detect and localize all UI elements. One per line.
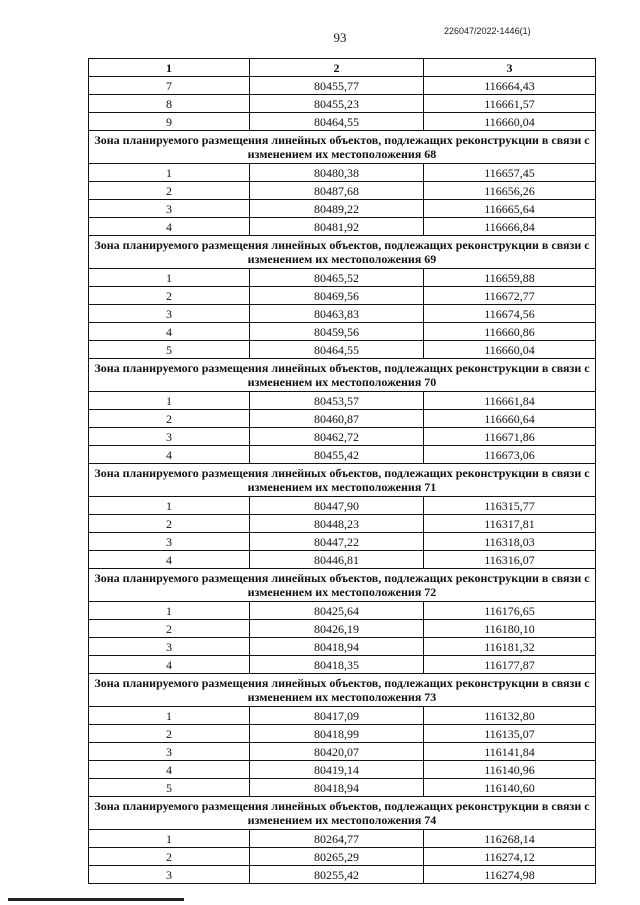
x-coordinate-cell: 80426,19 xyxy=(250,620,424,638)
table-row xyxy=(89,779,596,797)
x-coordinate-cell: 80469,56 xyxy=(250,287,424,305)
x-coordinate-cell: 80446,81 xyxy=(250,551,424,569)
zone-title-row xyxy=(89,359,596,392)
y-coordinate-cell: 116659,88 xyxy=(424,269,596,287)
x-coordinate-cell: 80464,55 xyxy=(250,113,424,131)
zone-title: Зона планируемого размещения линейных объектов, подлежащих реконструкции в связи с изменением их местоположения 68 xyxy=(89,131,596,164)
coordinates-table xyxy=(88,58,596,884)
y-coordinate-cell: 116140,60 xyxy=(424,779,596,797)
table-row xyxy=(89,305,596,323)
x-coordinate-cell: 80448,23 xyxy=(250,515,424,533)
zone-title-row xyxy=(89,464,596,497)
y-coordinate-cell: 116140,96 xyxy=(424,761,596,779)
x-coordinate-cell: 80480,38 xyxy=(250,164,424,182)
zone-title: Зона планируемого размещения линейных объектов, подлежащих реконструкции в связи с изменением их местоположения 71 xyxy=(89,464,596,497)
x-coordinate-cell: 80255,42 xyxy=(250,866,424,884)
zone-title: Зона планируемого размещения линейных объектов, подлежащих реконструкции в связи с изменением их местоположения 70 xyxy=(89,359,596,392)
table-row xyxy=(89,410,596,428)
y-coordinate-cell: 116141,84 xyxy=(424,743,596,761)
point-number-cell: 1 xyxy=(89,830,250,848)
table-row xyxy=(89,515,596,533)
point-number-cell: 3 xyxy=(89,428,250,446)
column-header: 2 xyxy=(250,59,424,77)
point-number-cell: 3 xyxy=(89,200,250,218)
y-coordinate-cell: 116661,84 xyxy=(424,392,596,410)
point-number-cell: 5 xyxy=(89,341,250,359)
table-row xyxy=(89,725,596,743)
zone-title-row xyxy=(89,236,596,269)
x-coordinate-cell: 80489,22 xyxy=(250,200,424,218)
table-row xyxy=(89,200,596,218)
x-coordinate-cell: 80487,68 xyxy=(250,182,424,200)
table-row xyxy=(89,707,596,725)
point-number-cell: 1 xyxy=(89,602,250,620)
page-number: 93 xyxy=(333,30,347,45)
table-row xyxy=(89,743,596,761)
x-coordinate-cell: 80420,07 xyxy=(250,743,424,761)
x-coordinate-cell: 80265,29 xyxy=(250,848,424,866)
x-coordinate-cell: 80481,92 xyxy=(250,218,424,236)
x-coordinate-cell: 80455,77 xyxy=(250,77,424,95)
x-coordinate-cell: 80418,99 xyxy=(250,725,424,743)
y-coordinate-cell: 116660,04 xyxy=(424,341,596,359)
table-row xyxy=(89,323,596,341)
y-coordinate-cell: 116671,86 xyxy=(424,428,596,446)
y-coordinate-cell: 116660,64 xyxy=(424,410,596,428)
x-coordinate-cell: 80418,94 xyxy=(250,779,424,797)
point-number-cell: 2 xyxy=(89,182,250,200)
point-number-cell: 3 xyxy=(89,638,250,656)
table-row xyxy=(89,287,596,305)
table-row xyxy=(89,602,596,620)
point-number-cell: 4 xyxy=(89,446,250,464)
point-number-cell: 3 xyxy=(89,305,250,323)
point-number-cell: 1 xyxy=(89,707,250,725)
y-coordinate-cell: 116316,07 xyxy=(424,551,596,569)
point-number-cell: 1 xyxy=(89,164,250,182)
table-row xyxy=(89,551,596,569)
x-coordinate-cell: 80425,64 xyxy=(250,602,424,620)
x-coordinate-cell: 80418,35 xyxy=(250,656,424,674)
y-coordinate-cell: 116132,80 xyxy=(424,707,596,725)
table-row xyxy=(89,164,596,182)
y-coordinate-cell: 116660,04 xyxy=(424,113,596,131)
y-coordinate-cell: 116664,43 xyxy=(424,77,596,95)
y-coordinate-cell: 116657,45 xyxy=(424,164,596,182)
table-row xyxy=(89,620,596,638)
x-coordinate-cell: 80462,72 xyxy=(250,428,424,446)
point-number-cell: 4 xyxy=(89,656,250,674)
x-coordinate-cell: 80447,90 xyxy=(250,497,424,515)
x-coordinate-cell: 80264,77 xyxy=(250,830,424,848)
table-row xyxy=(89,77,596,95)
zone-title: Зона планируемого размещения линейных объектов, подлежащих реконструкции в связи с изменением их местоположения 73 xyxy=(89,674,596,707)
zone-title: Зона планируемого размещения линейных объектов, подлежащих реконструкции в связи с изменением их местоположения 74 xyxy=(89,797,596,830)
y-coordinate-cell: 116666,84 xyxy=(424,218,596,236)
table-row xyxy=(89,848,596,866)
x-coordinate-cell: 80464,55 xyxy=(250,341,424,359)
y-coordinate-cell: 116274,12 xyxy=(424,848,596,866)
table-row xyxy=(89,761,596,779)
table-row xyxy=(89,830,596,848)
y-coordinate-cell: 116180,10 xyxy=(424,620,596,638)
y-coordinate-cell: 116673,06 xyxy=(424,446,596,464)
point-number-cell: 7 xyxy=(89,77,250,95)
point-number-cell: 3 xyxy=(89,533,250,551)
y-coordinate-cell: 116656,26 xyxy=(424,182,596,200)
x-coordinate-cell: 80459,56 xyxy=(250,323,424,341)
table-row xyxy=(89,497,596,515)
zone-title-row xyxy=(89,131,596,164)
zone-title-row xyxy=(89,674,596,707)
table-row xyxy=(89,218,596,236)
x-coordinate-cell: 80463,83 xyxy=(250,305,424,323)
point-number-cell: 2 xyxy=(89,515,250,533)
y-coordinate-cell: 116318,03 xyxy=(424,533,596,551)
zone-title-row xyxy=(89,797,596,830)
table-row xyxy=(89,182,596,200)
x-coordinate-cell: 80417,09 xyxy=(250,707,424,725)
point-number-cell: 1 xyxy=(89,392,250,410)
y-coordinate-cell: 116176,65 xyxy=(424,602,596,620)
point-number-cell: 4 xyxy=(89,218,250,236)
point-number-cell: 2 xyxy=(89,725,250,743)
coordinates-table-body xyxy=(89,59,596,884)
table-row xyxy=(89,866,596,884)
y-coordinate-cell: 116672,77 xyxy=(424,287,596,305)
point-number-cell: 4 xyxy=(89,551,250,569)
table-row xyxy=(89,113,596,131)
point-number-cell: 1 xyxy=(89,269,250,287)
point-number-cell: 5 xyxy=(89,779,250,797)
table-row xyxy=(89,656,596,674)
zone-title: Зона планируемого размещения линейных объектов, подлежащих реконструкции в связи с изменением их местоположения 72 xyxy=(89,569,596,602)
table-row xyxy=(89,341,596,359)
point-number-cell: 8 xyxy=(89,95,250,113)
point-number-cell: 2 xyxy=(89,410,250,428)
y-coordinate-cell: 116660,86 xyxy=(424,323,596,341)
y-coordinate-cell: 116661,57 xyxy=(424,95,596,113)
table-row xyxy=(89,446,596,464)
point-number-cell: 3 xyxy=(89,866,250,884)
x-coordinate-cell: 80455,42 xyxy=(250,446,424,464)
y-coordinate-cell: 116665,64 xyxy=(424,200,596,218)
column-header: 3 xyxy=(424,59,596,77)
y-coordinate-cell: 116317,81 xyxy=(424,515,596,533)
document-id: 226047/2022-1446(1) xyxy=(444,26,531,36)
point-number-cell: 4 xyxy=(89,323,250,341)
point-number-cell: 2 xyxy=(89,848,250,866)
point-number-cell: 2 xyxy=(89,620,250,638)
y-coordinate-cell: 116315,77 xyxy=(424,497,596,515)
x-coordinate-cell: 80453,57 xyxy=(250,392,424,410)
x-coordinate-cell: 80455,23 xyxy=(250,95,424,113)
point-number-cell: 4 xyxy=(89,761,250,779)
footer-rule xyxy=(8,898,184,901)
point-number-cell: 9 xyxy=(89,113,250,131)
table-row xyxy=(89,533,596,551)
x-coordinate-cell: 80460,87 xyxy=(250,410,424,428)
zone-title-row xyxy=(89,569,596,602)
x-coordinate-cell: 80447,22 xyxy=(250,533,424,551)
table-row xyxy=(89,392,596,410)
table-row xyxy=(89,428,596,446)
y-coordinate-cell: 116674,56 xyxy=(424,305,596,323)
y-coordinate-cell: 116181,32 xyxy=(424,638,596,656)
column-header: 1 xyxy=(89,59,250,77)
point-number-cell: 1 xyxy=(89,497,250,515)
y-coordinate-cell: 116274,98 xyxy=(424,866,596,884)
table-row xyxy=(89,638,596,656)
y-coordinate-cell: 116268,14 xyxy=(424,830,596,848)
x-coordinate-cell: 80418,94 xyxy=(250,638,424,656)
zone-title: Зона планируемого размещения линейных объектов, подлежащих реконструкции в связи с изменением их местоположения 69 xyxy=(89,236,596,269)
table-row xyxy=(89,269,596,287)
point-number-cell: 2 xyxy=(89,287,250,305)
y-coordinate-cell: 116177,87 xyxy=(424,656,596,674)
x-coordinate-cell: 80419,14 xyxy=(250,761,424,779)
table-row xyxy=(89,95,596,113)
point-number-cell: 3 xyxy=(89,743,250,761)
x-coordinate-cell: 80465,52 xyxy=(250,269,424,287)
table-header-row xyxy=(89,59,596,77)
y-coordinate-cell: 116135,07 xyxy=(424,725,596,743)
